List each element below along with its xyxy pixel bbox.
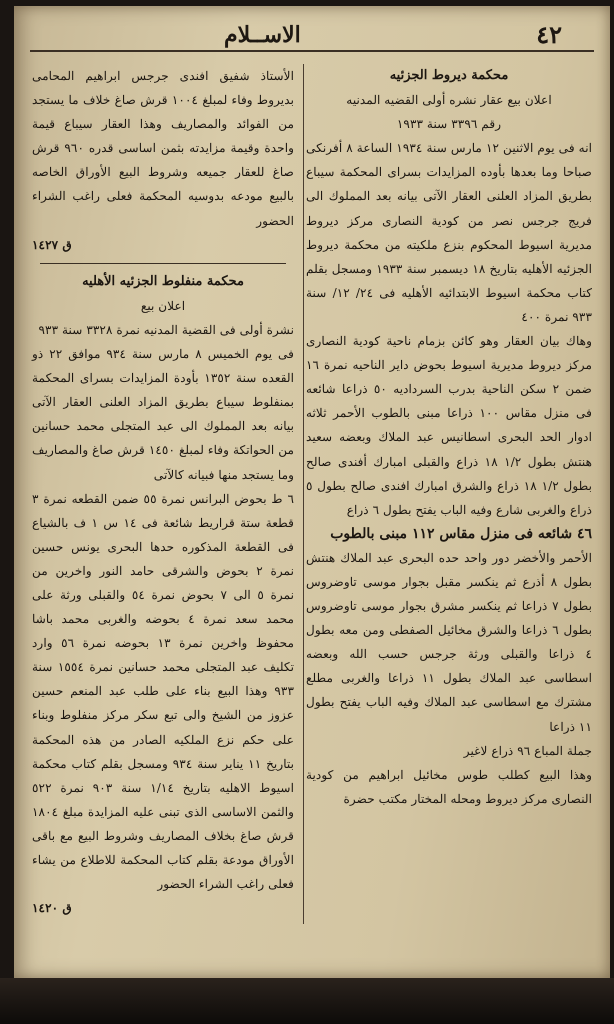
notice-paragraph: انه فى يوم الاثنين ١٢ مارس سنة ١٩٣٤ الساعة ٨ أفرنكى صباحا وما بعدها بأوده المزايدات بسراى المحكمة سيباع بطريق المزاد العلنى العقار الآتى بيانه بعد المملوك الى فريج جرجس نصر من كودية النصارى مركز ديروط مديرية اسيوط المحكوم بنزع ملكيته من محكمة ديروط الجزئيه الأهليه بتاريخ ١٨ ديسمبر سنة ١٩٣٣ ومسجل بقلم كتاب محكمة اسيوط الابتدائيه الأهليه فى ٢٤/ ١٢/ سنة ٩٣٣ نمرة ٤٠٠: [306, 141, 593, 324]
document-page: [14, 6, 610, 978]
share-heading: ٤٦ شائعه فى منزل مقاس ١١٢ مبنى بالطوب: [330, 525, 592, 542]
notice-title: محكمة ديروط الجزئيه: [389, 68, 509, 83]
continued-paragraph: الأستاذ شفيق افندى جرجس ابراهيم المحامى بديروط وفاء لمبلغ ١٠٠٤ قرش صاغ خلاف ما يستجد من الفوائد والمصاريف وهذا العقار سيباع قيمة واحدة وقيمة مزايدته بثمن اساسى قدره ٩٦٠ قرش صاغ للعقار جميعه وشروط البيع الأوراق الخاصه بالبيع مودعه بدوسيه المحكمة فعلى راغب الشراء الحضور: [32, 69, 294, 228]
page-header: [14, 20, 610, 54]
property-description: وهاك بيان العقار وهو كائن بزمام ناحية كودية النصارى مركز ديروط مديرية اسيوط بحوض داير الناحيه نمرة ١٦ ضمن ٢ سكن الناحية بدرب السرداديه ٥٠ ذراعا شائعه فى منزل مقاس ١٠٠ ذراعا مبنى بالطوب الأحمر ثلاثه ادوار الحد البحرى اسطانيس عبد الملاك وبعضه سعيد هنتش بطول ١/٢ ١٨ ذراع والقبلى امبارك أفندى صالح بطول ١/٢ ١٨ ذراع والشرق امبارك افندى صالح بطول ٥ ذراع والغربى شارع وفيه الباب يفتح بطول ٦ ذراع: [306, 334, 593, 517]
section-rule: [40, 263, 286, 264]
right-column: [306, 64, 592, 811]
column-divider: [303, 64, 304, 924]
book-edge-shadow: [0, 978, 614, 1024]
case-reference: نشرة أولى فى القضية المدنيه نمرة ٣٣٢٨ سنة ٩٣٣: [38, 322, 294, 337]
notice-title: محكمة منفلوط الجزئيه الأهليه: [82, 273, 244, 289]
notice-subtitle: اعلان بيع عقار نشره أولى القضيه المدنيه: [346, 93, 552, 108]
case-reference: رقم ٣٣٩٦ سنة ١٩٣٣: [396, 117, 502, 132]
share-paragraph: الأحمر والأخضر دور واحد حده البحرى عبد الملاك هنتش بطول ٨ أذرع ثم ينكسر مقبل بجوار موسى تاوضروس بطول ٧ ذراعا ثم ينكسر مشرق بجوار موسى تاوضروس بطول ٦ ذراعا والشرق مخائيل الصفطى ومن معه بطول ٤ ذراعا والقبلى ورثة جرجس حسب الله وبعضه اسطاسى عبد الملاك بطول ١١ ذراعا والغربى مطلع مشترك مع اسطاسى عبد الملاك وفيه الباب يفتح بطول ١١ ذراعا: [306, 550, 592, 734]
left-column: [32, 64, 294, 920]
running-title: الاســلام: [224, 22, 301, 48]
reference-number: ق ١٤٢٠: [32, 901, 72, 916]
total-line: جملة المباع ٩٦ ذراع لاغير: [463, 743, 592, 758]
property-description: ٦ ط بحوض البرانس نمرة ٥٥ ضمن القطعه نمرة ٣ قطعة ستة قراريط شائعة فى ١٤ س ١ ف بالشياع فى القطعة المذكوره حدها البحرى يونس حسين نمرة ٢ بحوض والشرقى حامد النور واخرين من نمرة ٥ الى ٧ بحوض نمرة ٥٤ والقبلى ورثة على محمد سعد نمرة ٤ بحوضه والغربى محمد باشا محفوظ واخرين نمرة ١٣ بحوضه نمرة ٥٦ وارد تكليف عبد المتجلى محمد حسانين نمرة ١٥٥٤ سنة ٩٣٣ وهذا البيع بناء على طلب عبد المنعم حسين عزوز من الشيخ والى تبع سكر مركز منفلوط وبناء على حكم نزع الملكيه الصادر من هذه المحكمة بتاريخ ١١ يناير سنة ٩٣٤ ومسجل بقلم كتاب محكمة اسيوط الاهليه بتاريخ ١/١٤ سنة ٩٠٣ نمرة ٥٢٢ والثمن الاساسى الذى تبنى عليه المزايدة مبلغ ١٨٠٤ قرش صاغ بخلاف المصاريف وشروط البيع مع باقى الأوراق مودعة بقلم كتاب المحكمة للاطلاع من يشاء فعلى راغب الشراء الحضور: [32, 491, 295, 892]
notice-paragraph: فى يوم الخميس ٨ مارس سنة ٩٣٤ موافق ٢٢ ذو القعده سنة ١٣٥٢ بأودة المزايدات بسراى المحكمة بمنفلوط سيباع بطريق المزاد العلنى العقار الآتى بيانه بعد المملوك الى عبد المتجلى محمد حسانين من الحواتكة وفاء لمبلغ ١٤٥٠ قرش صاغ والمصاريف وما يستجد منها فبيانه كالآتى: [32, 347, 294, 482]
notice-subtitle: اعلان بيع: [140, 298, 186, 313]
page-number: ٤٢: [536, 20, 562, 49]
closing-paragraph: وهذا البيع كطلب طوس مخائيل ابراهيم من كودية النصارى مركز ديروط ومحله المختار مكتب حضرة: [306, 767, 592, 806]
header-rule: [30, 50, 594, 52]
reference-number: ق ١٤٢٧: [32, 237, 72, 252]
